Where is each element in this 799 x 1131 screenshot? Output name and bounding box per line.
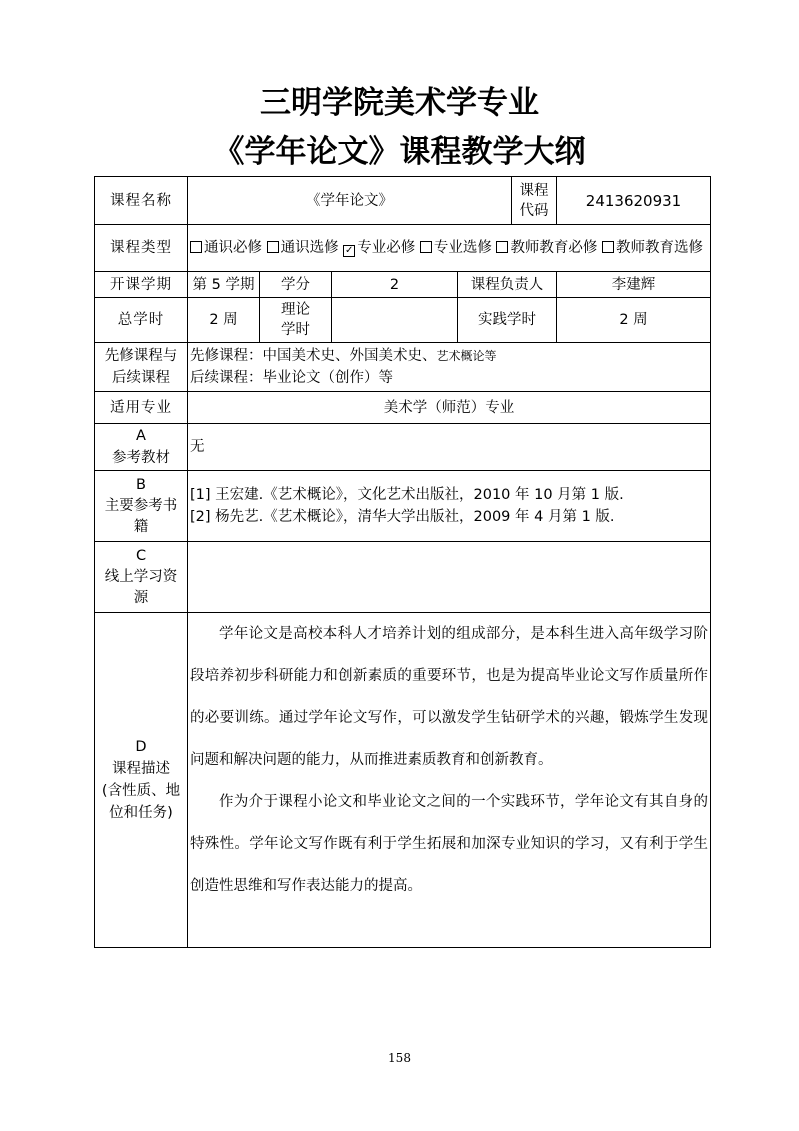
checkbox-icon: [602, 241, 614, 253]
desc-sublabel: (含性质、地位和任务): [101, 783, 181, 821]
course-type-option[interactable]: [602, 240, 703, 256]
online-label: 线上学习资源: [104, 568, 178, 606]
row-description: [95, 613, 711, 948]
course-info-table: [94, 176, 711, 948]
course-type-option-label: 通识选修: [280, 240, 339, 256]
course-name-label: 课程名称: [95, 177, 188, 225]
course-type-option[interactable]: [343, 240, 415, 256]
row-major: [95, 392, 711, 424]
online-label-cell: [95, 542, 188, 613]
row-course-type: [95, 225, 711, 272]
course-code-label: 课程代码: [512, 177, 557, 225]
checkbox-icon: [420, 241, 432, 253]
row-online: [95, 542, 711, 613]
row-course-name: [95, 177, 711, 225]
reference-item: [1] 王宏建.《艺术概论》，文化艺术出版社，2010 年 10 月第 1 版.: [190, 487, 624, 503]
lead-value: 李建辉: [557, 272, 711, 298]
prereq-label: 先修课程与后续课程: [95, 343, 188, 392]
refs-label: 主要参考书籍: [104, 497, 178, 535]
checkbox-checked-icon: ✓: [345, 245, 354, 256]
textbook-label: 参考教材: [112, 450, 170, 466]
prereq-value: [188, 343, 711, 392]
practice-hours-value: 2 周: [557, 298, 711, 343]
theory-hours-label: 理论学时: [260, 298, 332, 343]
desc-value: [188, 613, 711, 948]
textbook-value: 无: [188, 424, 711, 471]
course-type-option-label: 专业选修: [433, 240, 492, 256]
online-value: [188, 542, 711, 613]
lead-label: 课程负责人: [458, 272, 557, 298]
desc-paragraph: 作为介于课程小论文和毕业论文之间的一个实践环节，学年论文有其自身的特殊性。学年论文写作既有利于学生拓展和加深专业知识的学习，又有利于学生创造性思维和写作表达能力的提高。: [190, 794, 708, 894]
course-type-option-label: 教师教育必修: [510, 240, 598, 256]
textbook-letter: A: [136, 428, 146, 444]
prereq-main: 中国美术史、外国美术史、: [262, 348, 437, 364]
course-type-option-label: 通识必修: [204, 240, 262, 256]
row-hours: [95, 298, 711, 343]
major-value: 美术学（师范）专业: [188, 392, 711, 424]
semester-value: 第 5 学期: [188, 272, 260, 298]
semester-label: 开课学期: [95, 272, 188, 298]
refs-letter: B: [136, 476, 146, 493]
total-hours-label: 总学时: [95, 298, 188, 343]
textbook-label-cell: [95, 424, 188, 471]
practice-hours-label: 实践学时: [458, 298, 557, 343]
refs-label-cell: [95, 471, 188, 542]
reference-item: [2] 杨先艺.《艺术概论》，清华大学出版社，2009 年 4 月第 1 版.: [190, 509, 615, 525]
row-semester: [95, 272, 711, 298]
course-type-option[interactable]: [496, 240, 597, 256]
credit-label: 学分: [260, 272, 332, 298]
row-refs: [95, 471, 711, 542]
desc-paragraph: 学年论文是高校本科人才培养计划的组成部分，是本科生进入高年级学习阶段培养初步科研能力和创新素质的重要环节，也是为提高毕业论文写作质量所作的必要训练。通过学年论文写作，可以激发学生钻研学术的兴趣，锻炼学生发现问题和解决问题的能力，从而推进素质教育和创新教育。: [190, 626, 708, 768]
theory-hours-value: [332, 298, 458, 343]
course-type-option-label: 教师教育选修: [616, 240, 704, 256]
checkbox-icon: [496, 241, 508, 253]
document-title-line2: 《学年论文》课程教学大纲: [213, 134, 586, 170]
prereq-small: 艺术概论等: [436, 349, 497, 363]
document-title-line1: 三明学院美术学专业: [260, 85, 539, 121]
desc-label-cell: [95, 613, 188, 948]
desc-label: 课程描述: [112, 761, 170, 777]
course-type-label: 课程类型: [95, 225, 188, 272]
checkbox-icon: [190, 241, 202, 253]
checkbox-icon: [267, 241, 279, 253]
row-prereq: [95, 343, 711, 392]
prereq-prefix: 先修课程：: [190, 348, 263, 364]
course-type-option[interactable]: [420, 240, 492, 256]
course-type-option[interactable]: [190, 240, 262, 256]
page-number: 158: [388, 1051, 411, 1065]
row-textbook: [95, 424, 711, 471]
course-name-value: 《学年论文》: [188, 177, 512, 225]
course-code-value: 2413620931: [557, 177, 711, 225]
prereq-line: [190, 345, 708, 367]
refs-value: [188, 471, 711, 542]
followup-line: 后续课程：毕业论文（创作）等: [190, 370, 393, 386]
desc-letter: D: [135, 739, 147, 755]
online-letter: C: [135, 547, 147, 564]
course-type-option[interactable]: [267, 240, 339, 256]
course-type-options: [188, 225, 711, 272]
credit-value: 2: [332, 272, 458, 298]
total-hours-value: 2 周: [188, 298, 260, 343]
course-type-option-label: 专业必修: [357, 240, 416, 256]
major-label: 适用专业: [95, 392, 188, 424]
